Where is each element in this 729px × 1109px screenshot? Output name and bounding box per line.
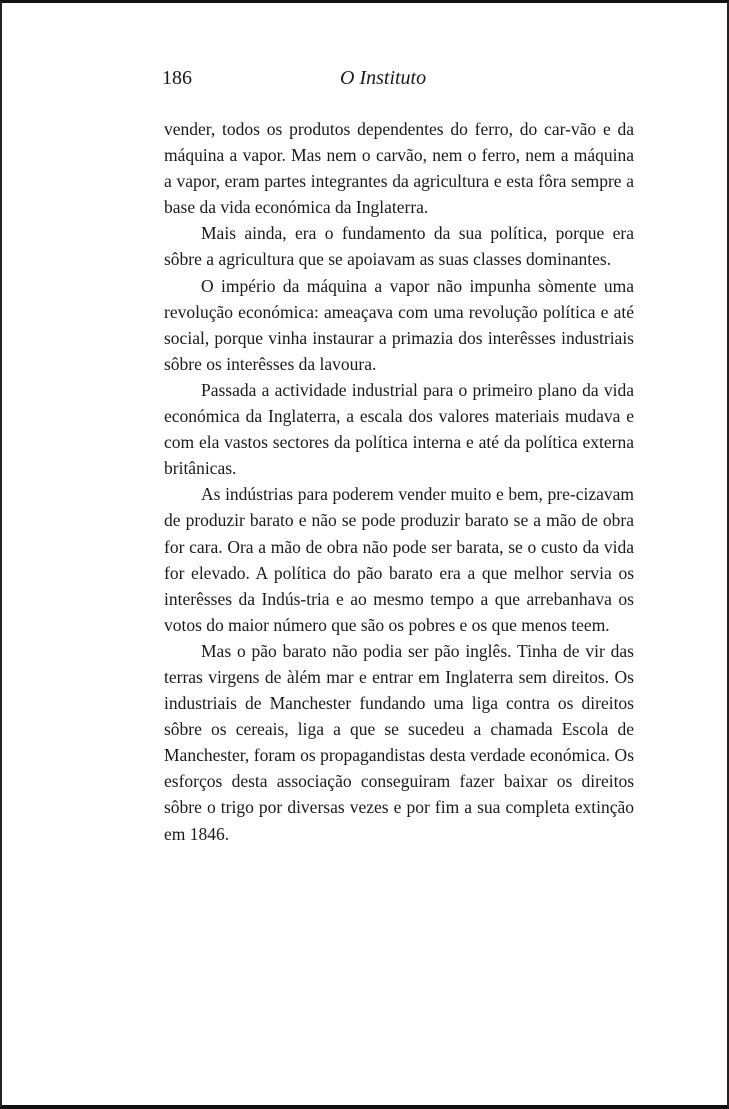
paragraph-6: Mas o pão barato não podia ser pão inglês. Tinha de vir das terras virgens de àlém mar e entrar em Inglaterra sem direitos. Os industriais de Manchester fundando uma liga contra os direitos sôbre os cereais, liga a que se sucedeu a chamada Escola de Manchester, foram os propagandistas desta verdade económica. Os esforços desta associação conseguiram fazer baixar os direitos sôbre o trigo por diversas vezes e por fim a sua completa extinção em 1846. bbox=[164, 640, 634, 844]
paragraph-2: Mais ainda, era o fundamento da sua política, porque era sôbre a agricultura que se apoiavam as suas classes dominantes. bbox=[164, 223, 634, 270]
paragraph-4: Passada a actividade industrial para o primeiro plano da vida económica da Inglaterra, a escala dos valores materiais mudava e com ela vastos sectores da política interna e até da política externa britânicas. bbox=[164, 379, 634, 479]
body-text bbox=[164, 116, 634, 847]
page-number: 186 bbox=[162, 67, 192, 89]
paragraph-3: O império da máquina a vapor não impunha sòmente uma revolução económica: ameaçava com uma revolução política e até social, porque vinha instaurar a primazia dos interêsses industriais sôbre os interêsses da lavoura. bbox=[164, 275, 634, 374]
paragraph-1: vender, todos os produtos dependentes do ferro, do car-vão e da máquina a vapor. Mas nem o carvão, nem o ferro, nem a máquina a vapor, eram partes integrantes da agricultura e esta fôra sempre a base da vida económica da Inglaterra. bbox=[164, 119, 634, 218]
page-header bbox=[162, 67, 632, 97]
running-title: O Instituto bbox=[340, 67, 427, 89]
paragraph-5: As indústrias para poderem vender muito e bem, pre-cizavam de produzir barato e não se pode produzir barato se a mão de obra for cara. Ora a mão de obra não pode ser barata, se o custo da vida for elevado. A política do pão barato era a que melhor servia os interêsses da Indús-tria e ao mesmo tempo a que arrebanhava os votos do maior número que são os pobres e os que menos teem. bbox=[164, 484, 634, 635]
